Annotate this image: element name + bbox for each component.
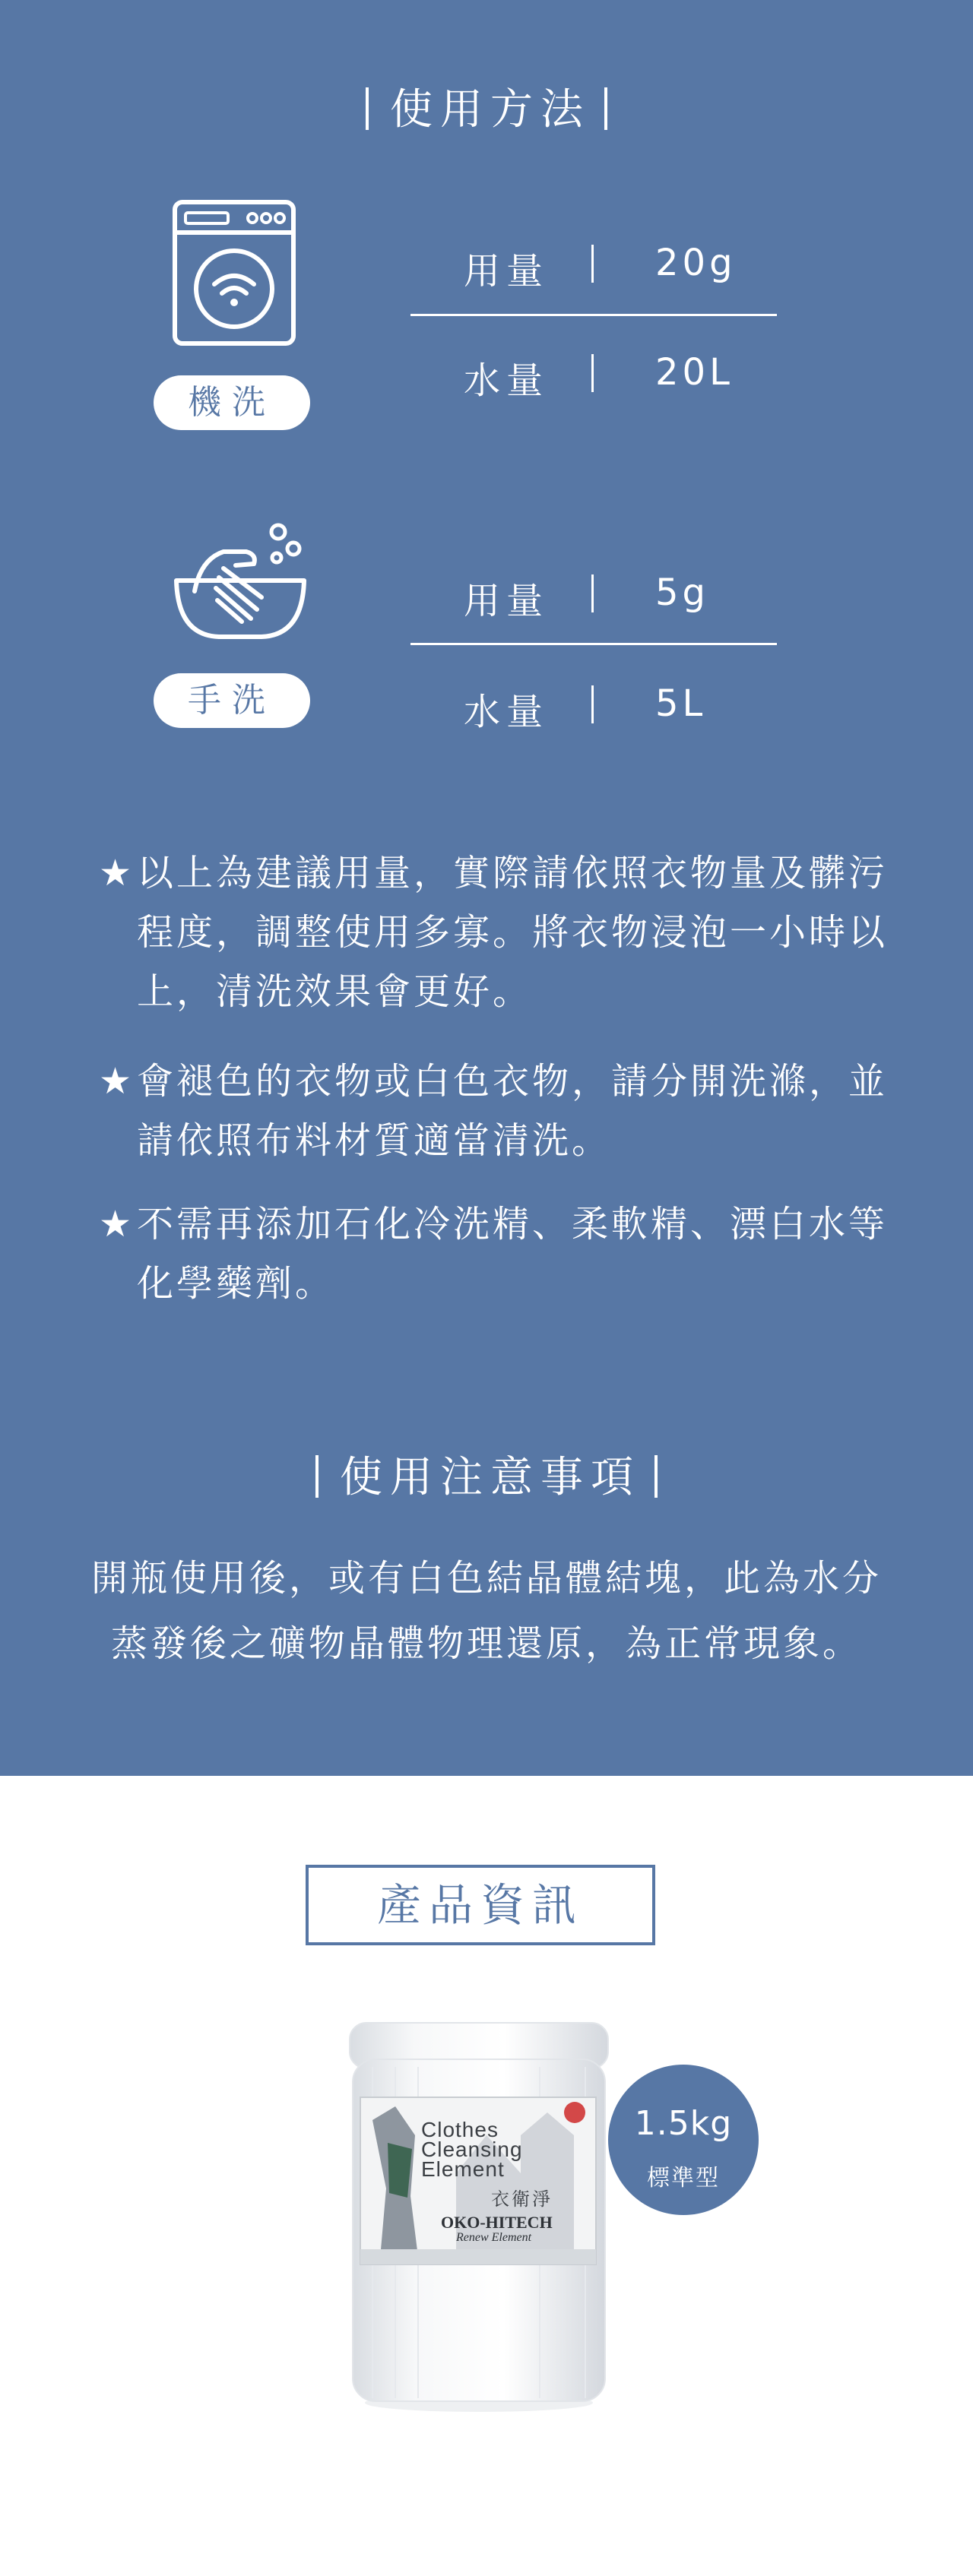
machine-dosage-value: 20g [655, 242, 737, 284]
product-label-line: Cleansing [421, 2138, 523, 2161]
note-text: 以上為建議用量，實際請依照衣物量及髒污程度，調整使用多寡。將衣物浸泡一小時以上，清洗效果會更好。 [137, 852, 889, 1013]
star-icon: ★ [99, 1203, 135, 1245]
note-text: 不需再添加石化冷洗精、柔軟精、漂白水等化學藥劑。 [137, 1203, 889, 1305]
hand-wash-label: 手洗 [154, 673, 310, 728]
product-label-brand: OKO-HITECH [441, 2213, 553, 2232]
machine-dosage-row [410, 225, 775, 301]
product-weight: 1.5kg [634, 2104, 733, 2143]
machine-water-value: 20L [655, 351, 734, 394]
caution-title [0, 1444, 973, 1505]
product-info-title: 產品資訊 [306, 1865, 655, 1945]
hand-dosage-value: 5g [655, 571, 710, 614]
hand-dosage-row [410, 555, 775, 631]
hand-water-row [410, 666, 775, 742]
title-bar-right [654, 1455, 658, 1498]
machine-water-row [410, 334, 775, 410]
machine-water-label: 水量 [464, 359, 550, 402]
star-icon: ★ [99, 1060, 135, 1103]
separator-bar [591, 245, 594, 283]
separator-bar [591, 354, 594, 392]
washing-machine-icon [172, 199, 298, 351]
hand-water-label: 水量 [464, 691, 550, 733]
product-jar-image [342, 2021, 616, 2416]
product-label-line: Clothes [421, 2118, 499, 2141]
caution-line-2: 蒸發後之礦物晶體物理還原，為正常現象。 [110, 1622, 862, 1665]
title-bar-left [315, 1455, 319, 1498]
hand-divider [410, 643, 777, 645]
caution-line-1: 開瓶使用後，或有白色結晶體結塊，此為水分 [90, 1557, 882, 1600]
star-icon: ★ [99, 852, 135, 894]
hand-dosage-label: 用量 [464, 580, 550, 622]
hand-wash-icon [172, 521, 309, 646]
product-label-cn: 衣衛淨 [491, 2188, 553, 2210]
product-label-title [421, 2120, 573, 2179]
machine-dosage-label: 用量 [464, 250, 550, 293]
caution-title-text: 使用注意事項 [340, 1453, 641, 1502]
product-weight-badge [608, 2065, 759, 2215]
note-item [99, 843, 889, 1023]
product-label-sub: Renew Element [456, 2231, 532, 2244]
machine-divider [410, 314, 777, 316]
note-text: 會褪色的衣物或白色衣物，請分開洗滌，並請依照布料材質適當清洗。 [137, 1060, 889, 1162]
usage-title [0, 76, 973, 137]
title-bar-left [366, 87, 369, 130]
note-item [99, 1052, 889, 1170]
hand-water-value: 5L [655, 682, 707, 725]
product-type: 標準型 [647, 2165, 720, 2191]
title-bar-right [604, 87, 607, 130]
machine-wash-label: 機洗 [154, 375, 310, 430]
separator-bar [591, 685, 594, 723]
product-label-line: Element [421, 2157, 505, 2181]
note-item [99, 1195, 889, 1313]
separator-bar [591, 574, 594, 612]
usage-title-text: 使用方法 [390, 85, 591, 134]
